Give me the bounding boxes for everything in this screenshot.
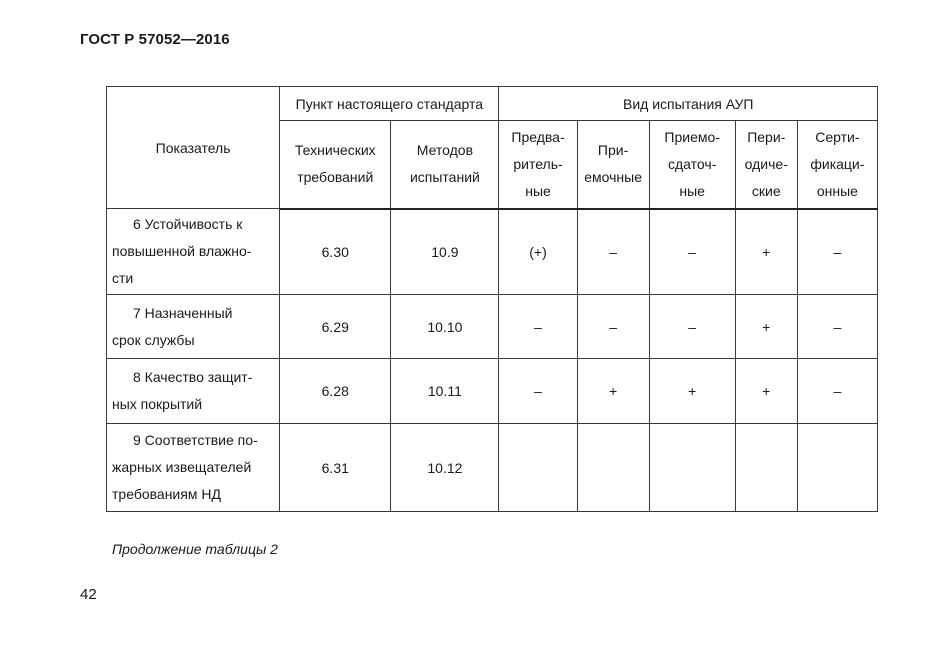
cell-acceptance <box>577 424 649 512</box>
cell-handover <box>649 424 735 512</box>
cell-certification <box>797 424 877 512</box>
cell-handover: + <box>649 359 735 424</box>
document-standard-code: ГОСТ Р 57052—2016 <box>80 31 230 48</box>
cell-tech-req: 6.31 <box>280 424 391 512</box>
cell-preliminary <box>499 424 577 512</box>
header-tech-requirements: Технических требований <box>280 121 391 209</box>
table-row <box>107 359 878 424</box>
cell-handover: – <box>649 295 735 359</box>
table-row <box>107 295 878 359</box>
header-handover: Приемо- сдаточ- ные <box>649 121 735 209</box>
cell-preliminary: – <box>499 359 577 424</box>
header-certification: Серти- фикаци- онные <box>797 121 877 209</box>
cell-periodic: + <box>735 209 797 295</box>
cell-tech-req: 6.28 <box>280 359 391 424</box>
row-indicator: 8 Качество защит- ных покрытий <box>107 359 280 424</box>
cell-test-methods: 10.12 <box>391 424 499 512</box>
table-row <box>107 424 878 512</box>
cell-certification: – <box>797 359 877 424</box>
header-acceptance: При- емочные <box>577 121 649 209</box>
header-test-methods: Методов испытаний <box>391 121 499 209</box>
cell-tech-req: 6.30 <box>280 209 391 295</box>
header-test-kind-group: Вид испытания АУП <box>499 87 878 121</box>
cell-periodic <box>735 424 797 512</box>
test-types-table <box>106 86 878 512</box>
cell-periodic: + <box>735 359 797 424</box>
row-indicator: 6 Устойчивость к повышенной влажно- сти <box>107 209 280 295</box>
cell-acceptance: + <box>577 359 649 424</box>
cell-test-methods: 10.11 <box>391 359 499 424</box>
table-row <box>107 209 878 295</box>
cell-handover: – <box>649 209 735 295</box>
cell-tech-req: 6.29 <box>280 295 391 359</box>
cell-acceptance: – <box>577 209 649 295</box>
header-preliminary: Предва- ритель- ные <box>499 121 577 209</box>
cell-certification: – <box>797 295 877 359</box>
row-indicator: 9 Соответствие по- жарных извещателей требованиям НД <box>107 424 280 512</box>
header-clause-group: Пункт настоящего стандарта <box>280 87 499 121</box>
cell-preliminary: – <box>499 295 577 359</box>
page-number: 42 <box>80 586 97 603</box>
cell-test-methods: 10.9 <box>391 209 499 295</box>
row-indicator: 7 Назначенный срок службы <box>107 295 280 359</box>
cell-acceptance: – <box>577 295 649 359</box>
cell-periodic: + <box>735 295 797 359</box>
cell-certification: – <box>797 209 877 295</box>
cell-test-methods: 10.10 <box>391 295 499 359</box>
header-periodic: Пери- одиче- ские <box>735 121 797 209</box>
table-continuation-note: Продолжение таблицы 2 <box>112 541 278 557</box>
header-indicator: Показатель <box>107 87 280 209</box>
cell-preliminary: (+) <box>499 209 577 295</box>
